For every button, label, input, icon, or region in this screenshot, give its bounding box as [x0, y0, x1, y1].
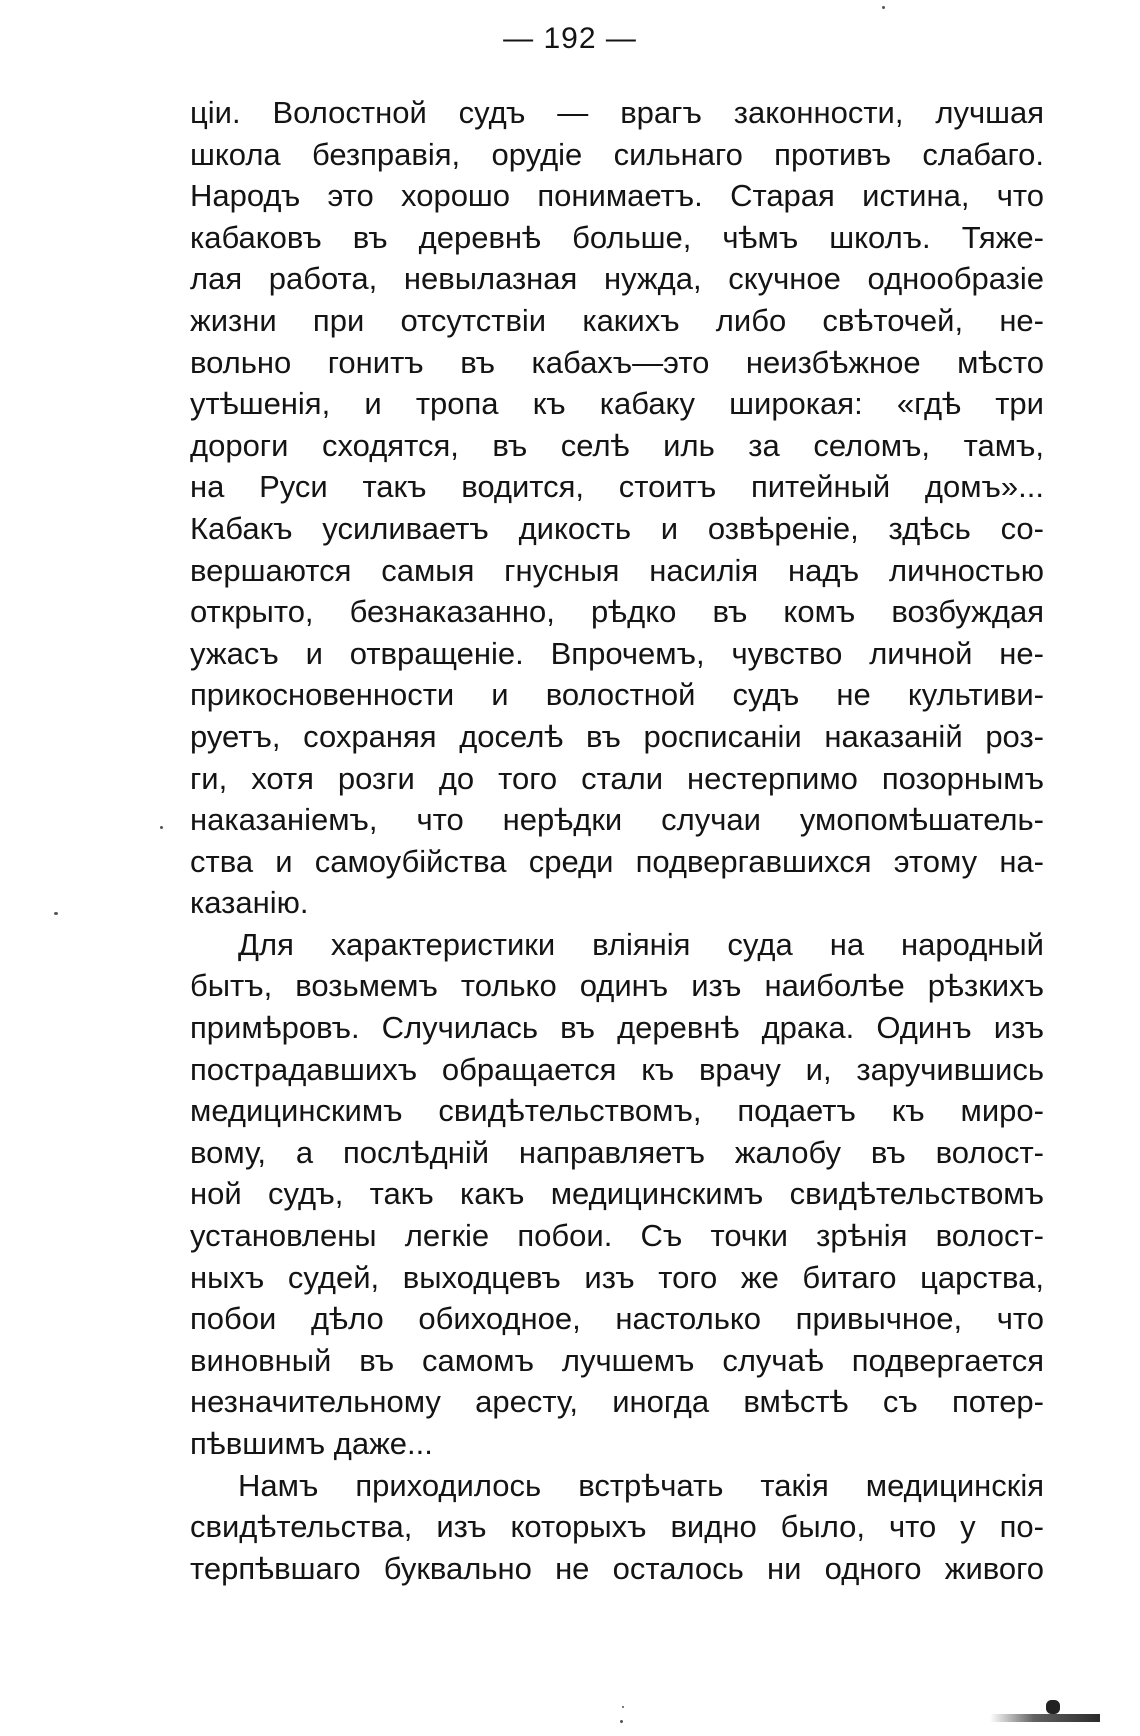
text-line: открыто, безнаказанно, рѣдко въ комъ возбуждая: [190, 594, 1044, 630]
text-line: кабаковъ въ деревнѣ больше, чѣмъ школъ. Тяже-: [190, 219, 1044, 255]
text-line: лая работа, невылазная нужда, скучное однообразіе: [190, 261, 1044, 297]
text-line: дороги сходятся, въ селѣ иль за селомъ, тамъ,: [190, 427, 1044, 463]
text-line: вольно гонитъ въ кабахъ—это неизбѣжное мѣсто: [190, 344, 1044, 380]
text-line: побои дѣло обиходное, настолько привычное, что: [190, 1301, 1044, 1337]
text-line: руетъ, сохраняя доселѣ въ росписаніи наказаній роз-: [190, 718, 1044, 754]
text-line: утѣшенія, и тропа къ кабаку широкая: «гдѣ три: [190, 386, 1044, 422]
text-line: бытъ, возьмемъ только одинъ изъ наиболѣе рѣзкихъ: [190, 968, 1044, 1004]
text-line: ныхъ судей, выходцевъ изъ того же битаго царства,: [190, 1259, 1044, 1295]
text-line: примѣровъ. Случилась въ деревнѣ драка. Одинъ изъ: [190, 1010, 1044, 1046]
scan-speck: [882, 6, 885, 9]
text-line: ства и самоубійства среди подвергавшихся этому на-: [190, 843, 1044, 879]
text-line: прикосновенности и волостной судъ не культиви-: [190, 677, 1044, 713]
text-line: Кабакъ усиливаетъ дикость и озвѣреніе, здѣсь со-: [190, 510, 1044, 546]
text-line: вершаются самыя гнусныя насилія надъ личностью: [190, 552, 1044, 588]
text-line: виновный въ самомъ лучшемъ случаѣ подвергается: [190, 1342, 1044, 1378]
body-text: [190, 92, 1044, 1589]
text-line: свидѣтельства, изъ которыхъ видно было, что у по-: [190, 1509, 1044, 1545]
text-line: незначительному аресту, иногда вмѣстѣ съ потер-: [190, 1384, 1044, 1420]
text-line: пѣвшимъ даже...: [190, 1426, 433, 1461]
text-line: терпѣвшаго буквально не осталось ни одного живого: [190, 1550, 1044, 1586]
text-line: Намъ приходилось встрѣчать такія медицинскія: [238, 1467, 1044, 1503]
text-line: ужасъ и отвращеніе. Впрочемъ, чувство личной не-: [190, 635, 1044, 671]
text-line: ной судъ, такъ какъ медицинскимъ свидѣтельствомъ: [190, 1176, 1044, 1212]
page-number: — 192 —: [503, 22, 637, 55]
scan-speck: [160, 826, 163, 829]
text-line: школа безправія, орудіе сильнаго противъ слабаго.: [190, 136, 1044, 172]
scan-edge-mark: [1046, 1700, 1060, 1714]
scan-edge-mark: [990, 1714, 1100, 1722]
scan-speck: [620, 1720, 623, 1723]
text-line: пострадавшихъ обращается къ врачу и, заручившись: [190, 1051, 1044, 1087]
scan-speck: [54, 912, 58, 915]
text-line: Народъ это хорошо понимаетъ. Старая истина, что: [190, 178, 1044, 214]
text-line: наказаніемъ, что нерѣдки случаи умопомѣшатель-: [190, 802, 1044, 838]
text-line: вому, а послѣдній направляетъ жалобу въ волост-: [190, 1134, 1044, 1170]
scan-speck: [622, 1706, 624, 1708]
text-line: ціи. Волостной судъ — врагъ законности, лучшая: [190, 95, 1044, 130]
text-line: казанію.: [190, 885, 309, 921]
text-line: жизни при отсутствіи какихъ либо свѣточей, не-: [190, 302, 1044, 338]
text-line: ги, хотя розги до того стали нестерпимо позорнымъ: [190, 760, 1044, 796]
text-line: Для характеристики вліянія суда на народный: [238, 926, 1044, 962]
text-line: на Руси такъ водится, стоитъ питейный домъ»...: [190, 469, 1044, 505]
text-line: медицинскимъ свидѣтельствомъ, подаетъ къ миро-: [190, 1093, 1044, 1129]
text-line: установлены легкіе побои. Съ точки зрѣнія волост-: [190, 1218, 1044, 1254]
